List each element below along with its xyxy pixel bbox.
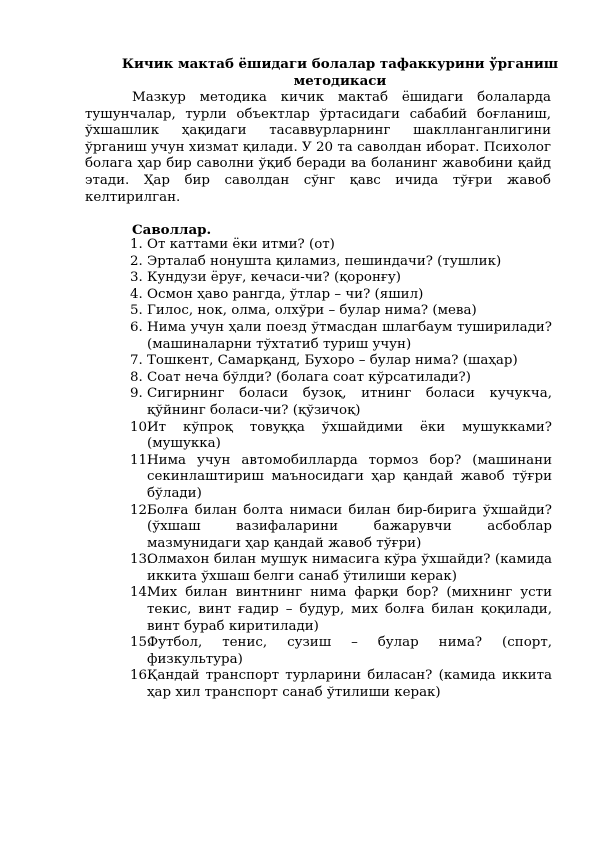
question-number: 11. [130,452,152,468]
question-number: 10. [130,419,152,435]
question-text: Ит кўпроқ товуққа ўхшайдими ёки мушукками? (мушукка) [147,419,552,452]
questions-heading: Саволлар. [132,222,212,238]
question-item [130,287,552,304]
question-text: Тошкент, Самарқанд, Бухоро – булар нима? (шаҳар) [147,353,518,369]
question-number: 14. [130,585,152,601]
question-number: 5. [130,303,143,319]
question-item [130,503,552,553]
question-item [130,370,552,387]
question-item [130,270,552,287]
question-number: 3. [130,270,143,286]
document-title: Кичик мактаб ёшидаги болалар тафаккурини ўрганиш методикаси [121,56,559,89]
question-item [130,237,552,254]
question-text: Нима учун ҳали поезд ўтмасдан шлагбаум туширилади? (машиналарни тўхтатиб туриш учун) [147,319,552,352]
question-item [130,585,552,635]
question-text: Соат неча бўлди? (болага соат кўрсатилади?) [147,369,471,385]
question-text: Олмахон билан мушук нимасига кўра ўхшайди? (камида иккита ўхшаш белги санаб ўтилиши керак) [147,552,552,584]
question-number: 1. [130,237,143,252]
question-item [130,353,552,370]
question-item [130,668,552,701]
question-item [130,552,552,585]
question-item [130,386,552,419]
question-text: Эрталаб нонушта қиламиз, пешиндачи? (тушлик) [147,253,502,269]
question-item [130,320,552,353]
question-text: Кундузи ёруғ, кечаси-чи? (қоронғу) [147,270,402,286]
question-number: 16. [130,668,152,684]
question-item [130,635,552,668]
question-number: 15. [130,635,152,651]
question-text: Болға билан болта нимаси билан бир-бирига ўхшайди? (ўхшаш вазифаларини бажарувчи асбоблар мазмунидаги ҳар қандай жавоб тўғри) [147,502,552,551]
question-number: 13. [130,552,152,568]
question-text: Мих билан винтнинг нима фарқи бор? (михнинг усти текис, винт ғадир – будур, мих болға билан қоқилади, винт бураб киритилади) [147,585,552,634]
question-number: 2. [130,253,143,269]
question-text: Сигирнинг боласи бузоқ, итнинг боласи кучукча, қўйнинг боласи-чи? (қўзичоқ) [147,386,552,418]
question-number: 9. [130,386,143,402]
question-text: Осмон ҳаво рангда, ўтлар – чи? (яшил) [147,286,424,302]
question-text: Футбол, тенис, сузиш – булар нима? (спорт, физкультура) [147,635,552,667]
question-text: Нима учун автомобилларда тормоз бор? (машинани секинлаштириш маъносидаги ҳар қандай жавоб тўғри бўлади) [147,452,552,501]
question-item [130,254,552,271]
question-number: 8. [130,369,143,385]
question-text: Гилос, нок, олма, олхўри – булар нима? (мева) [147,303,477,319]
question-number: 6. [130,319,143,335]
question-item [130,453,552,503]
question-item [130,303,552,320]
questions-list [130,237,552,702]
question-number: 12. [130,502,152,518]
question-text: От каттами ёки итми? (от) [147,237,335,252]
question-text: Қандай транспорт турларини биласан? (камида иккита ҳар хил транспорт санаб ўтилиши керак) [147,668,552,701]
intro-paragraph: Мазкур методика кичик мактаб ёшидаги болаларда тушунчалар, турли объектлар ўртасидаги сабабий боғланиш, ўхшашлик ҳақидаги тасаввурларнинг шаклланганлигини ўрганиш учун хизмат қилади. У 20 та саволдан иборат. Психолог болага ҳар бир саволни ўқиб беради ва боланинг жавобини қайд этади. Ҳар бир саволдан сўнг қавс ичида тўғри жавоб келтирилган. [85,90,551,205]
question-number: 7. [130,353,143,369]
question-number: 4. [130,286,143,302]
question-item [130,420,552,453]
